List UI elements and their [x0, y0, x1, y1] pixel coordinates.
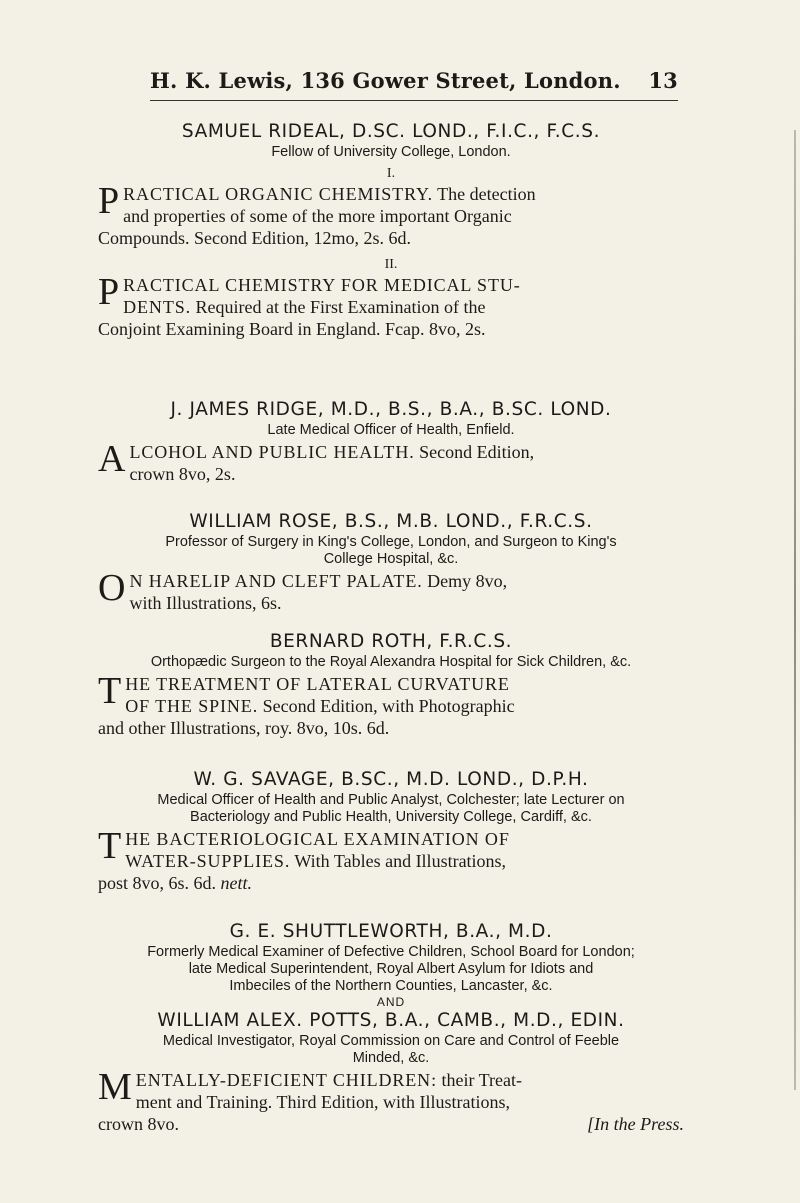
book-desc: With Tables and Illustrations, [290, 851, 507, 871]
book-desc: Demy 8vo, [422, 571, 508, 591]
and-separator: AND [376, 995, 406, 1009]
author-affiliation: Formerly Medical Examiner of Defective Children, School Board for London; [147, 944, 635, 960]
book-title: WATER-SUPPLIES. [125, 851, 291, 871]
book-title: LCOHOL AND PUBLIC HEALTH. [129, 442, 415, 462]
book-title: RACTICAL ORGANIC CHEMISTRY. [123, 184, 433, 204]
book-desc: Second Edition, with Photographic [258, 696, 515, 716]
author-affiliation: Imbeciles of the Northern Counties, Lancaster, &c. [229, 978, 553, 994]
author-name: W. G. SAVAGE, B.SC., M.D. LOND., D.P.H. [193, 769, 589, 790]
book-desc: with Illustrations, 6s. [129, 593, 282, 613]
entry-shuttleworth-potts [98, 920, 684, 1135]
book-number: I. [386, 166, 396, 181]
entry-rideal [98, 120, 684, 340]
book-listing [98, 1066, 684, 1135]
book-title: HE TREATMENT OF LATERAL CURVATURE [125, 674, 510, 694]
drop-cap: T [98, 670, 122, 712]
book-title: N HARELIP AND CLEFT PALATE. [129, 571, 423, 591]
book-listing [98, 567, 684, 614]
author-name: BERNARD ROTH, F.R.C.S. [269, 631, 513, 652]
author-affiliation: Professor of Surgery in King's College, London, and Surgeon to King's [165, 534, 617, 550]
book-desc: Required at the First Examination of the [191, 297, 486, 317]
book-title: DENTS. [123, 297, 192, 317]
page-header [150, 68, 678, 101]
book-desc: The detection [432, 184, 536, 204]
page-edge-line [794, 130, 796, 1090]
drop-cap: T [98, 825, 122, 867]
author-affiliation: College Hospital, &c. [323, 551, 459, 567]
entry-savage [98, 768, 684, 894]
drop-cap: P [98, 271, 120, 313]
entry-rose [98, 510, 684, 614]
book-desc: crown 8vo, 2s. [129, 464, 236, 484]
entry-roth [98, 630, 684, 739]
book-title: OF THE SPINE. [125, 696, 259, 716]
book-desc: and other Illustrations, roy. 8vo, 10s. 6d. [98, 718, 390, 738]
book-listing [98, 670, 684, 739]
drop-cap: P [98, 180, 120, 222]
page-number: 13 [648, 68, 678, 93]
author-name: WILLIAM ROSE, B.S., M.B. LOND., F.R.C.S. [189, 511, 593, 532]
book-title: HE BACTERIOLOGICAL EXAMINATION OF [125, 829, 510, 849]
book-desc: post 8vo, 6s. 6d. [98, 873, 221, 893]
book-title: ENTALLY-DEFICIENT CHILDREN: [135, 1070, 437, 1090]
author-affiliation: Minded, &c. [352, 1050, 430, 1066]
author-affiliation: Medical Investigator, Royal Commission on Care and Control of Feeble [162, 1033, 620, 1049]
author-affiliation: Medical Officer of Health and Public Analyst, Colchester; late Lecturer on [157, 792, 625, 808]
author-name: J. JAMES RIDGE, M.D., B.S., B.A., B.SC. LOND. [170, 399, 612, 420]
book-desc: Second Edition, [414, 442, 535, 462]
book-desc: their Treat- [437, 1070, 522, 1090]
book-desc: crown 8vo. [98, 1114, 179, 1134]
book-listing [98, 825, 684, 894]
book-listing [98, 180, 684, 249]
press-status: [In the Press. [587, 1114, 684, 1134]
book-desc: and properties of some of the more important Organic [123, 206, 512, 226]
author-affiliation: Late Medical Officer of Health, Enfield. [267, 422, 515, 438]
book-desc: Compounds. Second Edition, 12mo, 2s. 6d. [98, 228, 412, 248]
drop-cap: M [98, 1066, 132, 1108]
author-affiliation: Orthopædic Surgeon to the Royal Alexandra Hospital for Sick Children, &c. [150, 654, 632, 670]
publisher-line: H. K. Lewis, 136 Gower Street, London. [150, 68, 621, 93]
book-listing [98, 271, 684, 340]
book-number: II. [384, 257, 398, 272]
book-desc-italic: nett. [220, 873, 253, 893]
author-affiliation: Bacteriology and Public Health, University College, Cardiff, &c. [190, 809, 592, 825]
author-name: G. E. SHUTTLEWORTH, B.A., M.D. [229, 921, 553, 942]
entry-ridge [98, 398, 684, 485]
author-name: WILLIAM ALEX. POTTS, B.A., CAMB., M.D., EDIN. [157, 1010, 625, 1031]
book-title: RACTICAL CHEMISTRY FOR MEDICAL STU- [123, 275, 521, 295]
author-affiliation: late Medical Superintendent, Royal Albert Asylum for Idiots and [188, 961, 594, 977]
drop-cap: O [98, 567, 126, 609]
book-desc: Conjoint Examining Board in England. Fcap. 8vo, 2s. [98, 319, 486, 339]
drop-cap: A [98, 438, 126, 480]
book-listing [98, 438, 684, 485]
author-name: SAMUEL RIDEAL, D.SC. LOND., F.I.C., F.C.S. [181, 121, 601, 142]
author-affiliation: Fellow of University College, London. [271, 144, 511, 160]
book-desc: ment and Training. Third Edition, with Illustrations, [135, 1092, 510, 1112]
